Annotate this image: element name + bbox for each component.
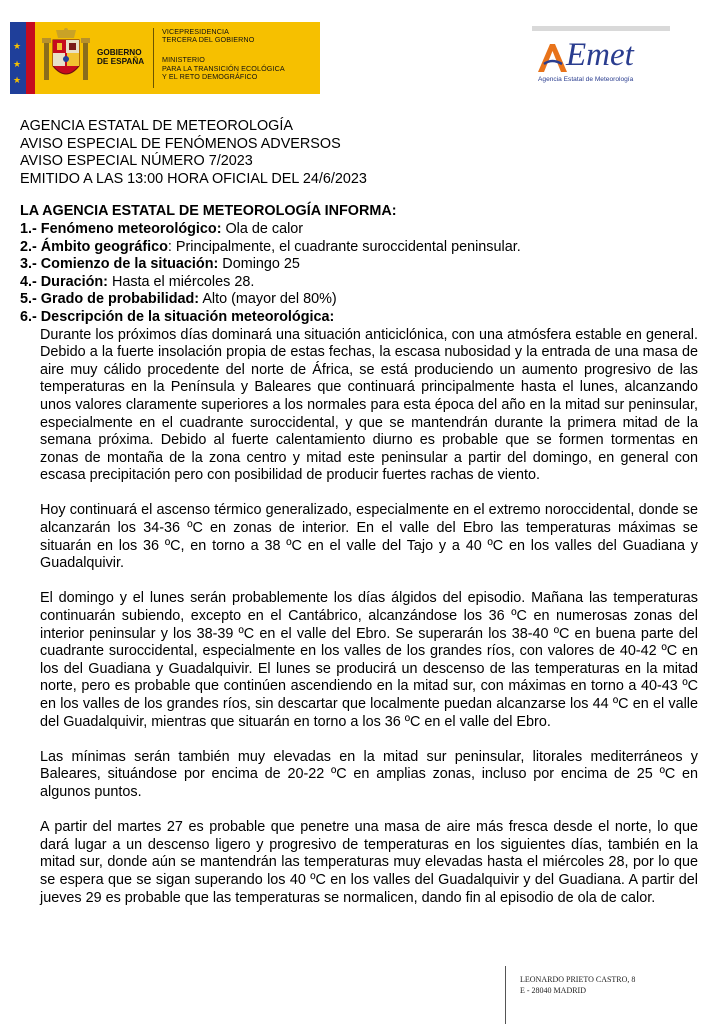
- agency-name: AGENCIA ESTATAL DE METEOROLOGÍA: [20, 118, 293, 134]
- paragraph-minimums: Las mínimas serán también muy elevadas en la mitad sur peninsular, litorales mediterráneos y Baleares, situándose por encima de 20-22 ºC en amplias zonas, incluso por encima de 25 ºC en algunos puntos.: [40, 748, 698, 800]
- paragraph-today: Hoy continuará el ascenso térmico generalizado, especialmente en el extremo noroccidental, donde se alcanzarán los 34-36 ºC en zonas de interior. En el valle del Ebro las temperaturas máximas se situarán en los 36 ºC, en torno a 38 ºC en el valle del Tajo y a 40 ºC en los valles del Guadiana y Guadalquivir.: [40, 502, 698, 572]
- warning-document: [20, 118, 700, 925]
- aemet-logo-icon: [532, 26, 672, 90]
- agency-address: LEONARDO PRIETO CASTRO, 8 E - 28040 MADRID: [520, 975, 636, 995]
- paragraph-peak-days: El domingo y el lunes serán probablemente los días álgidos del episodio. Mañana las temperaturas continuarán subiendo, excepto en el Cantábrico, alcanzándose los 36 ºC en numerosas zonas del interior peninsular y los 38-39 ºC en el valle del Ebro. Se superarán los 38-40 ºC en buena parte del cuadrante suroccidental, especialmente en los valles de los grandes ríos, con valores de 40-42 ºC en los del Guadiana y Guadalquivir. El lunes se producirá un descenso de las temperaturas en la mitad norte, pero es probable que continúen ascendiendo en la mitad sur, con máximas en torno a 40-43 ºC en los valles de los grandes ríos, sin descartar que localmente puedan alcanzarse los 44 ºC en el valle del Guadalquivir, mientras que situarán en torno a los 36 ºC en el valle del Ebro.: [40, 590, 698, 730]
- issue-time: EMITIDO A LAS 13:00 HORA OFICIAL DEL 24/6/2023: [20, 170, 367, 187]
- item-phenomenon: 1.- Fenómeno meteorológico: Ola de calor: [20, 220, 304, 237]
- item-duration: 4.- Duración: Hasta el miércoles 28.: [20, 273, 255, 290]
- gobierno-de-espana-label: GOBIERNO DE ESPAÑA: [97, 48, 145, 66]
- aemet-logo-text: Emet: [566, 37, 634, 73]
- item-description: 6.- Descripción de la situación meteorológica:: [20, 308, 335, 325]
- paragraph-overview: Durante los próximos días dominará una situación anticiclónica, con una atmósfera estable en general. Debido a la fuerte insolación propia de estas fechas, la escasa nubosidad y la entrada de una masa de aire muy cálido procedente del norte de África, se está produciendo un aumento progresivo de las temperaturas en la Península y Baleares que continuará principalmente hasta el lunes, alcanzando unos valores claramente superiores a los normales para esta época del año en la mitad sur peninsular, especialmente en el cuadrante suroccidental, y que se mantendrán durante la primera mitad de la semana próxima. Debido al fuerte calentamiento diurno es probable que se formen tormentas en zonas de montaña de la zona centro y mitad este peninsular a partir del domingo, en general con escasa precipitación pero con posibilidad de producir fuertes rachas de viento.: [40, 326, 698, 484]
- logo-rule: [532, 26, 670, 31]
- informs-heading: LA AGENCIA ESTATAL DE METEOROLOGÍA INFORMA:: [20, 203, 397, 220]
- item-geographic-scope: 2.- Ámbito geográfico: Principalmente, el cuadrante suroccidental peninsular.: [20, 238, 521, 255]
- eu-stars-icon: ★ ★ ★: [10, 22, 26, 94]
- aemet-subtitle: Agencia Estatal de Meteorología: [538, 76, 634, 83]
- coat-of-arms-icon: [35, 22, 97, 94]
- description-body: [20, 327, 698, 908]
- item-probability: 5.- Grado de probabilidad: Alto (mayor del 80%): [20, 291, 337, 308]
- warning-number: AVISO ESPECIAL NÚMERO 7/2023: [20, 153, 253, 170]
- item-start: 3.- Comienzo de la situación: Domingo 25: [20, 256, 300, 273]
- government-banner: [10, 22, 320, 94]
- aemet-a-mark: [536, 40, 570, 74]
- warning-type: AVISO ESPECIAL DE FENÓMENOS ADVERSOS: [20, 135, 341, 152]
- ministry-label: VICEPRESIDENCIA TERCERA DEL GOBIERNO MINISTERIO PARA LA TRANSICIÓN ECOLÓGICA Y EL RETO DEMOGRÁFICO: [162, 27, 285, 81]
- flag-stripe: [26, 22, 35, 94]
- footer-divider: [505, 966, 506, 1024]
- paragraph-outlook: A partir del martes 27 es probable que penetre una masa de aire más fresca desde el norte, lo que dará lugar a un descenso ligero y progresivo de temperaturas en los siguientes días, también en la mitad sur, donde aún se mantendrán las temperaturas muy elevadas hasta el miércoles 28, por lo que se espera que se sigan superando los 40 ºC en los valles del Guadalquivir y del Guadiana. A partir del jueves 29 es probable que las temperaturas se normalicen, dando fin al episodio de ola de calor.: [40, 819, 698, 906]
